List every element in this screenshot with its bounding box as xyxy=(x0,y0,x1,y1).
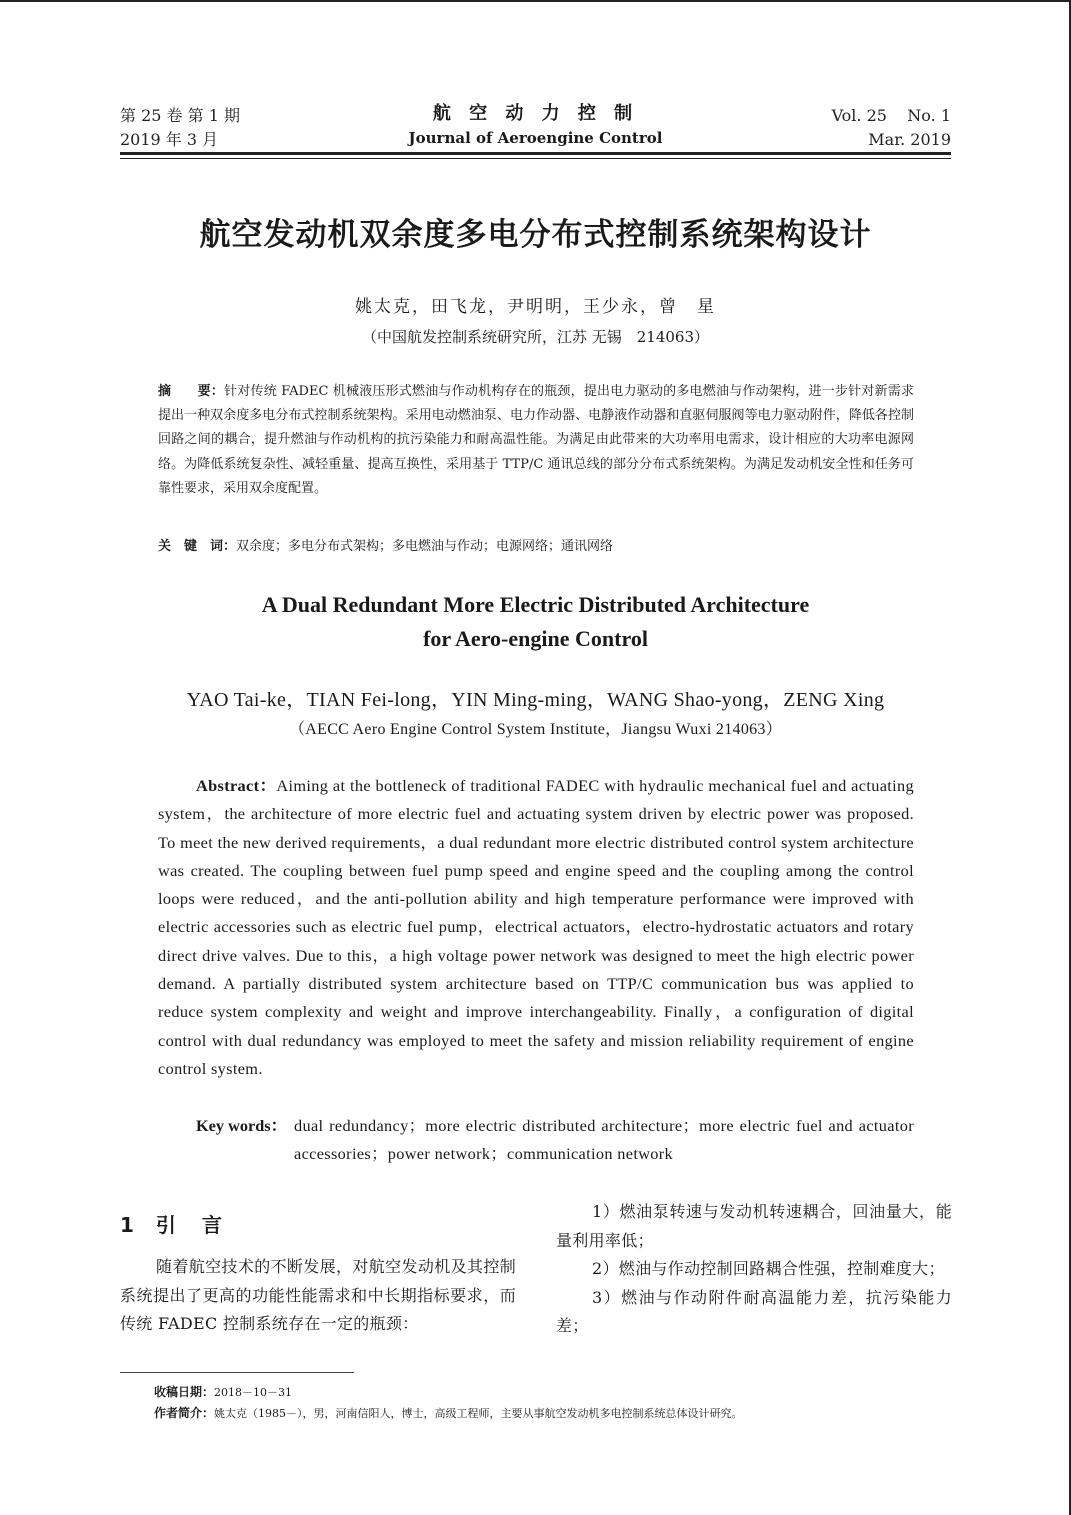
footnote-received-label: 收稿日期： xyxy=(154,1385,215,1399)
keywords-en-label: Key words： xyxy=(196,1116,287,1135)
affiliation-cn: （中国航发控制系统研究所，江苏 无锡 214063） xyxy=(361,328,710,346)
footnote-received-value: 2018－10－31 xyxy=(214,1386,293,1399)
abstract-cn-label: 摘 要： xyxy=(158,384,225,399)
section-number: 1 xyxy=(120,1213,134,1237)
list-item: 2）燃油与作动控制回路耦合性强，控制难度大； xyxy=(592,1259,945,1278)
abstract-en-text: Aiming at the bottleneck of traditional FADEC with hydraulic mechanical fuel and actuating system，the architecture of more electric fuel and actuating system driven by electric power was proposed. To meet the new derived requirements，a dual redundant more electric distributed control system architecture was created. The coupling between fuel pump speed and engine speed and the coupling among the control loops were reduced，and the anti-pollution ability and high temperature performance were improved with electric accessories such as electric fuel pump，electrical actuators，electro-hydrostatic actuators and rotary direct drive valves. Due to this，a high voltage power network was designed to meet the high electric power demand. A partially distributed system architecture based on TTP/C communication bus was applied to reduce system complexity and weight and improve interchangeability. Finally，a configuration of digital control with dual redundancy was employed to meet the safety and mission reliability requirement of engine control system. xyxy=(158,776,914,1078)
keywords-cn-label: 关 键 词： xyxy=(158,539,237,554)
journal-name-en: Journal of Aeroengine Control xyxy=(408,129,663,147)
section-title: 引言 xyxy=(155,1213,248,1237)
paper-title-en xyxy=(0,588,1071,656)
intro-list-right xyxy=(556,1198,952,1341)
paper-title-en-line2: for Aero-engine Control xyxy=(423,626,648,651)
keywords-cn-text: 双余度；多电分布式架构；多电燃油与作动；电源网络；通讯网络 xyxy=(236,539,614,554)
abstract-en xyxy=(158,772,914,1083)
header-rule-thin xyxy=(120,158,951,159)
journal-name-cn: 航 空 动 力 控 制 xyxy=(432,103,639,124)
abstract-cn xyxy=(158,380,914,501)
abstract-en-label: Abstract： xyxy=(196,776,277,795)
keywords-cn xyxy=(158,535,914,559)
paper-title-en-line1: A Dual Redundant More Electric Distributed Architecture xyxy=(261,592,810,617)
footnote-author-bio xyxy=(154,1403,743,1424)
paper-title-cn: 航空发动机双余度多电分布式控制系统架构设计 xyxy=(199,217,872,253)
keywords-en-text: dual redundancy；more electric distributed architecture；more electric fuel and actuator accessories；power network；communication network xyxy=(294,1116,914,1164)
abstract-cn-text: 针对传统 FADEC 机械液压形式燃油与作动机构存在的瓶颈，提出电力驱动的多电燃油与作动架构，进一步针对新需求提出一种双余度多电分布式控制系统架构。采用电动燃油泵、电力作动器、电静液作动器和直驱伺服阀等电力驱动附件，降低各控制回路之间的耦合，提升燃油与作动机构的抗污染能力和耐高温性能。为满足由此带来的大功率用电需求，设计相应的大功率电源网络。为降低系统复杂性、减轻重量、提高互换性，采用基于 TTP/C 通讯总线的部分分布式系统架构。为满足发动机安全性和任务可靠性要求，采用双余度配置。 xyxy=(158,384,914,496)
header-vol-info xyxy=(832,104,951,152)
intro-paragraph-left: 随着航空技术的不断发展，对航空发动机及其控制系统提出了更高的功能性能需求和中长期指标要求，而传统 FADEC 控制系统存在一定的瓶颈： xyxy=(120,1257,516,1333)
section-heading-intro xyxy=(120,1208,248,1242)
header-volume-issue: 第 25 卷 第 1 期 xyxy=(120,106,240,125)
list-item: 3）燃油与作动附件耐高温能力差，抗污染能力差； xyxy=(556,1287,952,1335)
footnote-received xyxy=(154,1382,292,1403)
list-item: 1）燃油泵转速与发动机转速耦合，回油量大，能量利用率低； xyxy=(556,1202,952,1250)
footnote-author-label: 作者简介： xyxy=(154,1406,215,1420)
footnote-rule xyxy=(120,1372,354,1373)
header-date: 2019 年 3 月 xyxy=(120,130,219,149)
header-rule-thick xyxy=(120,152,951,155)
header-vol-no: Vol. 25 No. 1 xyxy=(831,106,951,125)
header-month-year: Mar. 2019 xyxy=(868,130,951,149)
footnote-author-value: 姚太克（1985－），男，河南信阳人，博士，高级工程师，主要从事航空发动机多电控制系统总体设计研究。 xyxy=(214,1407,743,1420)
authors-en: YAO Tai-ke，TIAN Fei-long，YIN Ming-ming，WANG Shao-yong，ZENG Xing xyxy=(186,689,885,711)
authors-cn: 姚太克，田飞龙，尹明明，王少永，曾 星 xyxy=(355,297,716,317)
affiliation-en: （AECC Aero Engine Control System Institute，Jiangsu Wuxi 214063） xyxy=(288,721,783,738)
